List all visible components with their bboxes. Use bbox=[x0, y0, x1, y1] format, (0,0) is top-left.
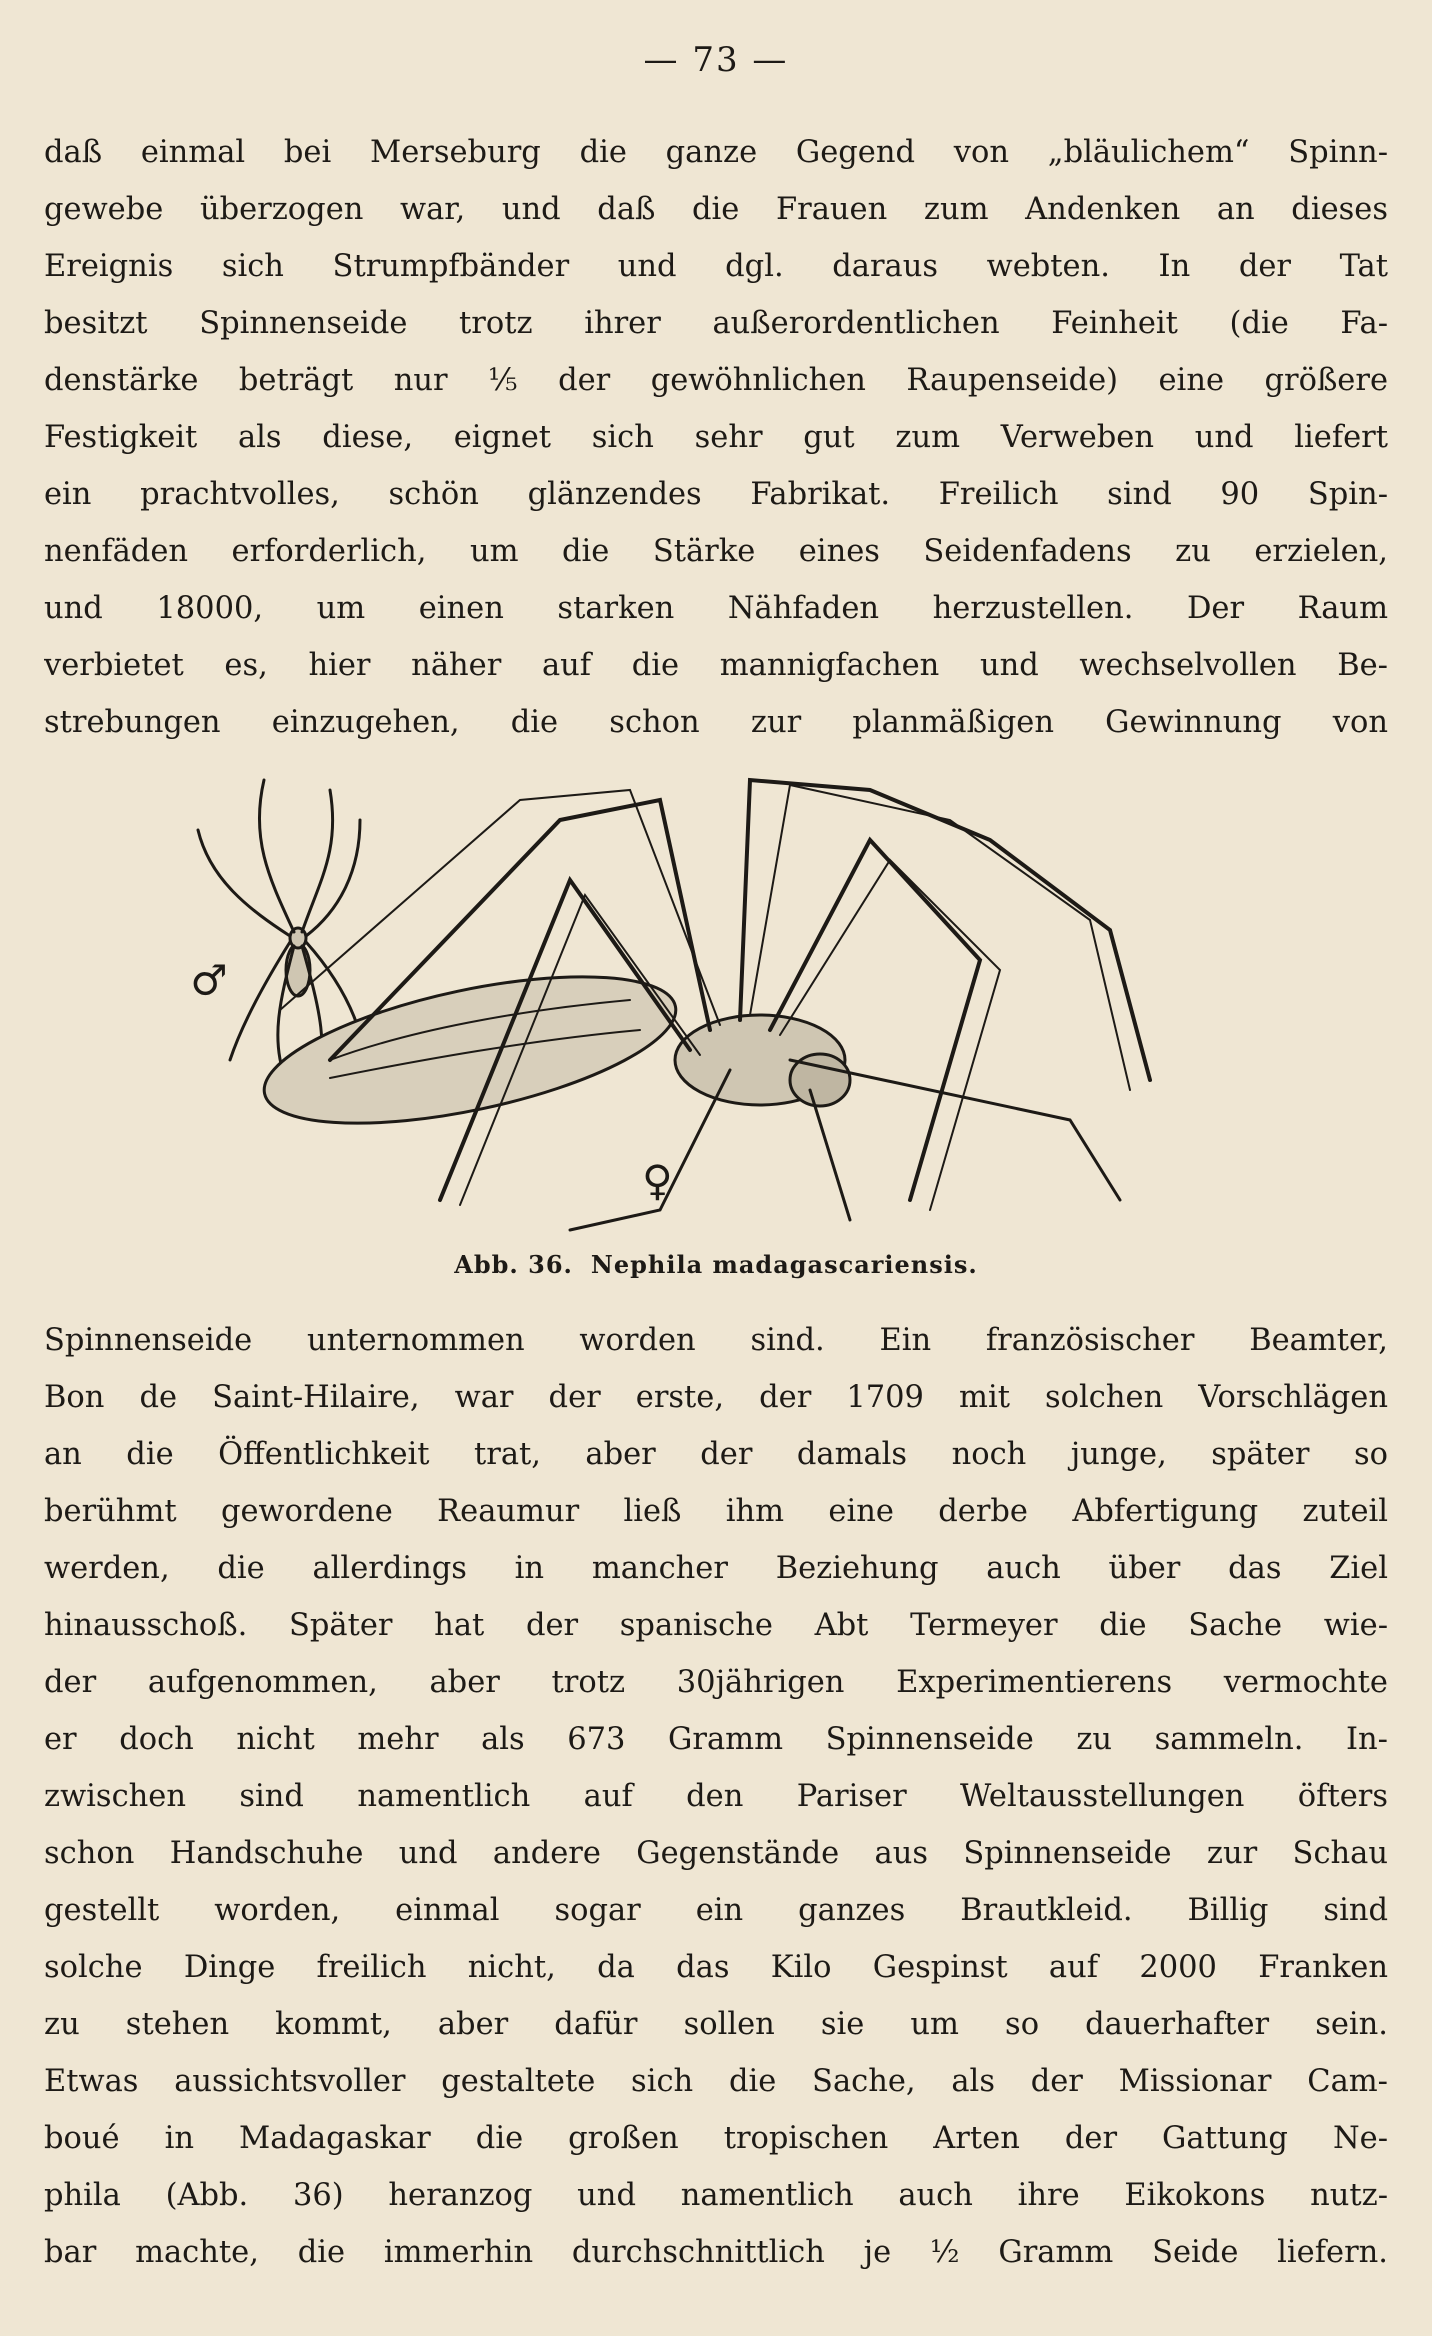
text-line: Ereignis sich Strumpfbänder und dgl. daraus webten. In der Tat bbox=[44, 249, 1388, 284]
caption-label: Abb. 36. bbox=[454, 1250, 573, 1279]
text-line: phila (Abb. 36) heranzog und namentlich auch ihre Eikokons nutz- bbox=[44, 2178, 1388, 2213]
text-line: gestellt worden, einmal sogar ein ganzes Brautkleid. Billig sind bbox=[44, 1893, 1388, 1928]
caption-species: Nephila madagascariensis. bbox=[590, 1250, 978, 1279]
paragraph-top bbox=[44, 124, 1388, 751]
text-line: strebungen einzugehen, die schon zur planmäßigen Gewinnung von bbox=[44, 705, 1388, 740]
text-line: bar machte, die immerhin durchschnittlich je ½ Gramm Seide liefern. bbox=[44, 2235, 1388, 2270]
female-symbol: ♀ bbox=[642, 1156, 673, 1205]
female-spider-drawing bbox=[252, 780, 1150, 1230]
text-line: Bon de Saint-Hilaire, war der erste, der 1709 mit solchen Vorschlägen bbox=[44, 1380, 1388, 1415]
text-line: boué in Madagaskar die großen tropischen Arten der Gattung Ne- bbox=[44, 2121, 1388, 2156]
text-line: gewebe überzogen war, und daß die Frauen zum Andenken an dieses bbox=[44, 192, 1388, 227]
text-line: Festigkeit als diese, eignet sich sehr gut zum Verweben und liefert bbox=[44, 420, 1388, 455]
text-line: zwischen sind namentlich auf den Pariser Weltausstellungen öfters bbox=[44, 1779, 1388, 1814]
text-line: nenfäden erforderlich, um die Stärke eines Seidenfadens zu erzielen, bbox=[44, 534, 1388, 569]
spider-illustration bbox=[190, 760, 1250, 1250]
text-line: schon Handschuhe und andere Gegenstände aus Spinnenseide zur Schau bbox=[44, 1836, 1388, 1871]
text-line: Spinnenseide unternommen worden sind. Ein französischer Beamter, bbox=[44, 1323, 1388, 1358]
male-symbol: ♂ bbox=[190, 956, 228, 1005]
text-line: werden, die allerdings in mancher Beziehung auch über das Ziel bbox=[44, 1551, 1388, 1586]
text-line: solche Dinge freilich nicht, da das Kilo Gespinst auf 2000 Franken bbox=[44, 1950, 1388, 1985]
text-line: berühmt gewordene Reaumur ließ ihm eine derbe Abfertigung zuteil bbox=[44, 1494, 1388, 1529]
text-line: der aufgenommen, aber trotz 30jährigen Experimentierens vermochte bbox=[44, 1665, 1388, 1700]
text-line: Etwas aussichtsvoller gestaltete sich die Sache, als der Missionar Cam- bbox=[44, 2064, 1388, 2099]
text-line: an die Öffentlichkeit trat, aber der damals noch junge, später so bbox=[44, 1437, 1388, 1472]
text-line: ein prachtvolles, schön glänzendes Fabrikat. Freilich sind 90 Spin- bbox=[44, 477, 1388, 512]
page-number: — 73 — bbox=[643, 40, 789, 80]
text-line: verbietet es, hier näher auf die mannigfachen und wechselvollen Be- bbox=[44, 648, 1388, 683]
text-line: hinausschoß. Später hat der spanische Abt Termeyer die Sache wie- bbox=[44, 1608, 1388, 1643]
text-line: zu stehen kommt, aber dafür sollen sie um so dauerhafter sein. bbox=[44, 2007, 1388, 2042]
text-line: daß einmal bei Merseburg die ganze Gegend von „bläulichem“ Spinn- bbox=[44, 135, 1388, 170]
text-line: besitzt Spinnenseide trotz ihrer außerordentlichen Feinheit (die Fa- bbox=[44, 306, 1388, 341]
figure-caption bbox=[0, 1250, 1432, 1279]
text-line: er doch nicht mehr als 673 Gramm Spinnenseide zu sammeln. In- bbox=[44, 1722, 1388, 1757]
paragraph-bottom bbox=[44, 1312, 1388, 2281]
text-line: und 18000, um einen starken Nähfaden herzustellen. Der Raum bbox=[44, 591, 1388, 626]
text-line: denstärke beträgt nur ⅕ der gewöhnlichen Raupenseide) eine größere bbox=[44, 363, 1388, 398]
